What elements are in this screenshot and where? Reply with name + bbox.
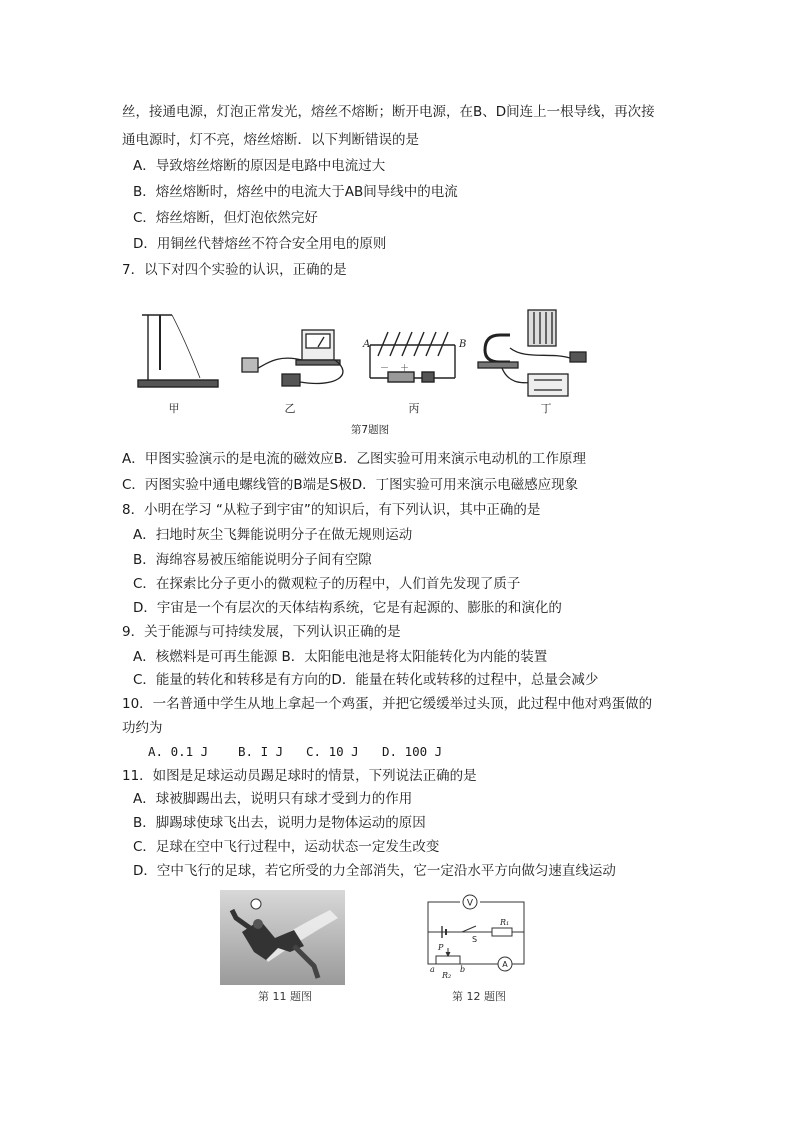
fig-ding-apparatus — [478, 310, 586, 396]
q8-option-d: D．宇宙是一个有层次的天体结构系统，它是有起源的、膨胀的和演化的 — [133, 600, 562, 616]
q11-stem: 11．如图是足球运动员踢足球时的情景，下列说法正确的是 — [122, 768, 477, 784]
fig-label-yi: 乙 — [284, 402, 296, 415]
q12-figure-caption: 第 12 题图 — [452, 990, 506, 1003]
q9-option-ab: A．核燃料是可再生能源 B．太阳能电池是将太阳能转化为内能的装置 — [133, 649, 548, 665]
q11-option-a: A．球被脚踢出去，说明只有球才受到力的作用 — [133, 791, 413, 807]
q10-line1: 10．一名普通中学生从地上拿起一个鸡蛋，并把它缓缓举过头顶，此过程中他对鸡蛋做的 — [122, 696, 653, 712]
fig-yi-apparatus — [242, 330, 343, 386]
fig-jia-apparatus — [138, 315, 218, 387]
q6-line1: 丝，接通电源，灯泡正常发光，熔丝不熔断；断开电源，在B、D间连上一根导线，再次接 — [122, 104, 655, 120]
fig-bing-minus: － — [380, 364, 390, 374]
q11-option-b: B．脚踢球使球飞出去，说明力是物体运动的原因 — [133, 815, 426, 831]
q11-option-d: D．空中飞行的足球，若它所受的力全部消失，它一定沿水平方向做匀速直线运动 — [133, 863, 616, 879]
q6-option-a: A．导致熔丝熔断的原因是电路中电流过大 — [133, 158, 386, 174]
q6-option-c: C．熔丝熔断，但灯泡依然完好 — [133, 210, 318, 226]
fig-bing-label-a: A — [363, 339, 371, 350]
q8-stem: 8．小明在学习 “从粒子到宇宙”的知识后，有下列认识，其中正确的是 — [122, 502, 541, 518]
q8-option-a: A．扫地时灰尘飞舞能说明分子在做无规则运动 — [133, 527, 413, 543]
q8-option-b: B．海绵容易被压缩能说明分子间有空隙 — [133, 552, 372, 568]
fig-label-ding: 丁 — [540, 402, 552, 415]
fig-label-jia: 甲 — [168, 402, 180, 415]
q6-line2: 通电源时，灯不亮，熔丝熔断．以下判断错误的是 — [122, 132, 419, 148]
q10-option-a: A. 0.1 J — [148, 744, 209, 759]
q10-option-b: B. I J — [238, 744, 284, 759]
circuit-r2-label: R₂ — [442, 971, 452, 980]
q11-photo — [220, 890, 345, 985]
circuit-ammeter-label: A — [502, 960, 508, 969]
q7-option-cd: C．丙图实验中通电螺线管的B端是S极D．丁图实验可用来演示电磁感应现象 — [122, 477, 579, 493]
q10-options — [148, 742, 442, 762]
q12-circuit — [420, 892, 535, 984]
circuit-b-label: b — [460, 965, 466, 974]
q9-stem: 9．关于能源与可持续发展，下列认识正确的是 — [122, 624, 401, 640]
circuit-switch-label: S — [472, 935, 478, 944]
circuit-r1-label: R₁ — [500, 918, 510, 927]
q11-option-c: C．足球在空中飞行过程中，运动状态一定发生改变 — [133, 839, 440, 855]
q10-line2: 功约为 — [122, 720, 163, 736]
fig-bing-label-b: B — [459, 339, 467, 350]
q8-option-c: C．在探索比分子更小的微观粒子的历程中，人们首先发现了质子 — [133, 576, 521, 592]
q6-option-b: B．熔丝熔断时，熔丝中的电流大于AB间导线中的电流 — [133, 184, 458, 200]
q6-option-d: D．用铜丝代替熔丝不符合安全用电的原则 — [133, 236, 387, 252]
circuit-voltmeter-label: V — [466, 898, 474, 909]
circuit-a-label: a — [430, 965, 435, 974]
q7-figure — [130, 300, 610, 440]
circuit-p-label: P — [438, 943, 444, 952]
fig-bing-plus: ＋ — [400, 364, 410, 374]
q7-option-ab: A．甲图实验演示的是电流的磁效应B．乙图实验可用来演示电动机的工作原理 — [122, 451, 586, 467]
q10-option-c: C. 10 J — [306, 744, 359, 759]
fig-label-bing: 丙 — [408, 402, 420, 415]
fig-bing-solenoid — [370, 332, 455, 382]
q7-stem: 7．以下对四个实验的认识，正确的是 — [122, 262, 347, 278]
q11-figure-caption: 第 11 题图 — [258, 990, 312, 1003]
q7-figure-caption: 第7题图 — [350, 424, 390, 436]
q9-option-cd: C．能量的转化和转移是有方向的D．能量在转化或转移的过程中，总量会减少 — [133, 672, 599, 688]
q10-option-d: D. 100 J — [382, 744, 443, 759]
